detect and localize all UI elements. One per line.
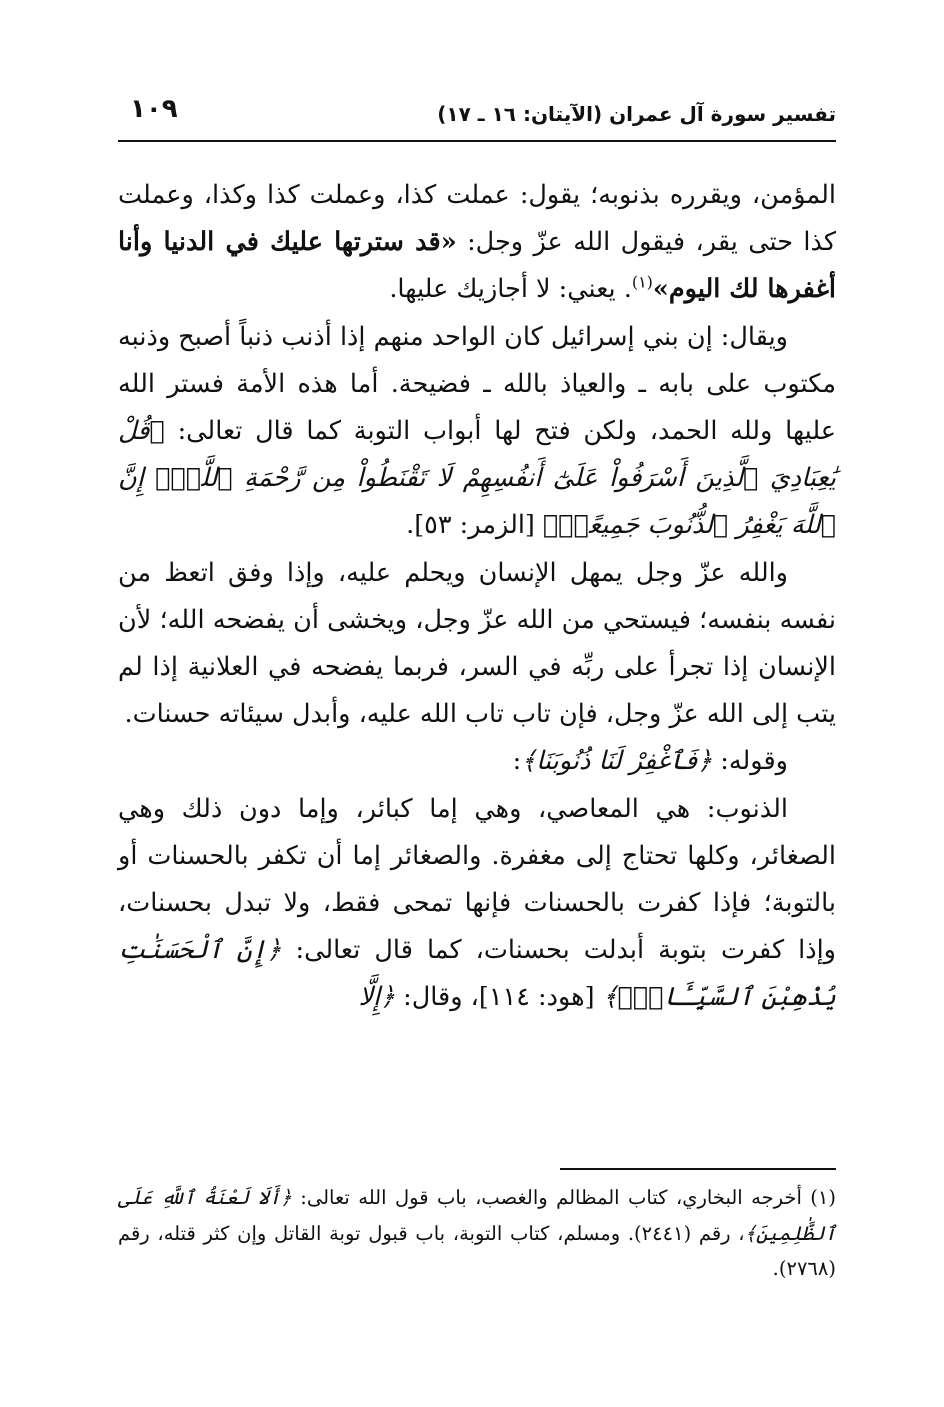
running-title: تفسير سورة آل عمران (الآيتان: ١٦ ـ ١٧) <box>437 102 836 126</box>
paragraph-3: والله عزّ وجل يمهل الإنسان ويحلم عليه، وإذا وفق اتعظ من نفسه بنفسه؛ فيستحي من الله عزّ وجل، ويخشى أن يفضحه الله؛ لأن الإنسان إذا تجرأ على ربِّه في السر، فربما يفضحه في العلانية إذا لم يتب إلى الله عزّ وجل، فإن تاب تاب الله عليه، وأبدل سيئاته حسنات. <box>118 557 836 730</box>
paragraph-1-text-a: المؤمن، ويقرره بذنوبه؛ يقول: عملت كذا، وعملت كذا وكذا، وعملت كذا حتى يقر، فيقول الله عزّ وجل: <box>118 180 836 258</box>
paragraph-4-text-a: وقوله: <box>712 746 788 777</box>
hadith-quote: «قد سترتها عليك في الدنيا وأنا أغفرها لك اليوم» <box>118 227 836 305</box>
paragraph-1 <box>118 172 836 314</box>
footnote-verse: ﴿أَلَا لَعْنَةُ ٱللَّهِ عَلَى ٱلظَّٰلِمِينَ﴾ <box>118 1186 836 1245</box>
verse-forgive-our-sins: ﴿فَٱغْفِرْ لَنَا ذُنُوبَنَا﴾ <box>521 746 713 777</box>
paragraph-2-text-b: [الزمر: ٥٣]. <box>406 510 543 541</box>
paragraph-5-text-b: [هود: ١١٤]، وقال: <box>395 982 603 1013</box>
footnote-1-text-a: (١) أخرجه البخاري، كتاب المظالم والغصب، باب قول الله تعالى: <box>291 1186 837 1209</box>
footnote-1-text-b: ، رقم (٢٤٤١). ومسلم، كتاب التوبة، باب قبول توبة القاتل وإن كثر قتله، رقم (٢٧٦٨). <box>118 1221 836 1280</box>
verse-zumar-53: ﴿قُلْ يَٰعِبَادِيَ ٱلَّذِينَ أَسْرَفُواْ عَلَىٰٓ أَنفُسِهِمْ لَا تَقْنَطُواْ مِن رَّحْمَةِ ٱللَّهِۚ إِنَّ ٱللَّهَ يَغْفِرُ ٱلذُّنُوبَ جَمِيعًاۚ﴾ <box>118 416 836 541</box>
footnote-1 <box>118 1180 836 1287</box>
footnote-ref-1: (١) <box>631 272 653 292</box>
paragraph-2-text-a: ويقال: إن بني إسرائيل كان الواحد منهم إذا أذنب ذنباً أصبح وذنبه مكتوب على بابه ـ والعياذ بالله ـ فضيحة. أما هذه الأمة فستر الله عليها ولله الحمد، ولكن فتح لها أبواب التوبة كما قال تعالى: <box>118 321 836 447</box>
header-rule <box>118 140 836 142</box>
paragraph-4 <box>118 738 836 785</box>
paragraph-5-text-a: الذنوب: هي المعاصي، وهي إما كبائر، وإما دون ذلك وهي الصغائر، وكلها تحتاج إلى مغفرة. والصغائر إما أن تكفر بالحسنات أو بالتوبة؛ فإذا كفرت بالحسنات فإنها تمحى فقط، ولا تبدل بحسنات، وإذا كفرت بتوبة أبدلت بحسنات، كما قال تعالى: <box>118 793 836 966</box>
paragraph-2 <box>118 314 836 550</box>
main-text <box>118 172 836 1022</box>
page-number: ١٠٩ <box>130 94 178 124</box>
paragraph-1-text-b: . يعني: لا أجازيك عليها. <box>389 274 632 305</box>
footnotes <box>118 1180 836 1287</box>
footnote-separator <box>560 1168 836 1170</box>
paragraph-5 <box>118 786 836 1022</box>
verse-continuation: ﴿إِلَّا <box>358 982 396 1013</box>
paragraph-4-text-b: : <box>512 746 522 777</box>
verse-hud-114: ﴿إِنَّ ٱلْحَسَنَٰتِ يُذْهِبْنَ ٱلسَّيِّـَٔاتِۚ﴾ <box>118 935 836 1013</box>
running-header <box>118 92 836 132</box>
